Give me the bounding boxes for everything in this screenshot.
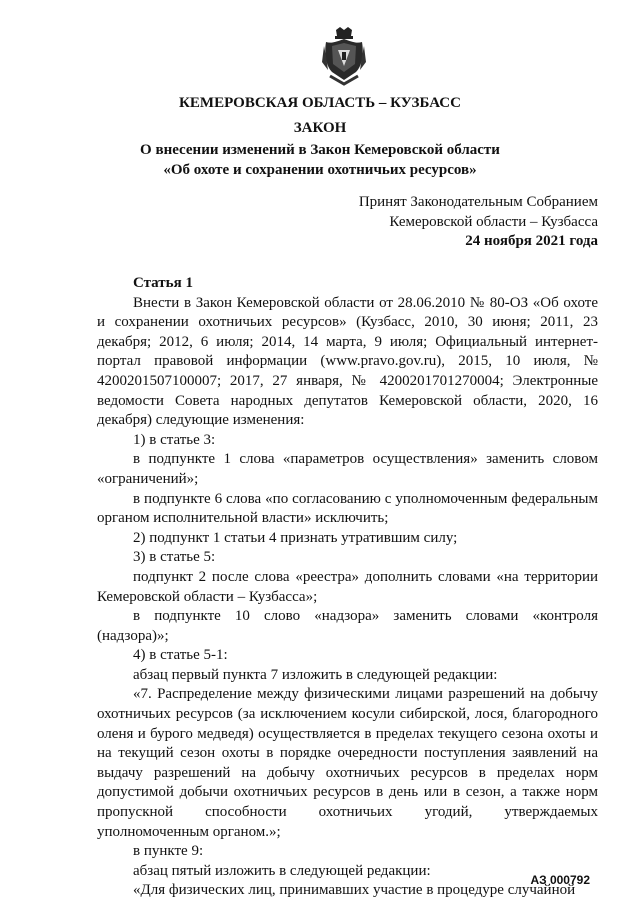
paragraph: в подпункте 1 слова «параметров осуществления» заменить словом «ограничений»; <box>97 451 598 487</box>
paragraph: Внести в Закон Кемеровской области от 28.06.2010 № 80-ОЗ «Об охоте и сохранении охотничьих ресурсов» (Кузбасс, 2010, 30 июня; 2011, 23 декабря; 2012, 6 июля; 2014, 14 марта, 9 июля; Официальный интернет-портал правовой информации (www.pravo.gov.ru), 2015, 10 июля, № 4200201507100007; 2017, 27 января, № 4200201701270004; Электронные ведомости Совета народных депутатов Кемеровской области, 2020, 16 декабря) следующие изменения: <box>97 294 598 429</box>
document-title-line-1: О внесении изменений в Закон Кемеровской области <box>140 142 500 158</box>
document-serial-number: АЗ 000792 <box>530 873 590 887</box>
region-heading: КЕМЕРОВСКАЯ ОБЛАСТЬ – КУЗБАСС <box>179 95 461 111</box>
paragraph: 4) в статье 5-1: <box>133 647 228 664</box>
article-heading: Статья 1 <box>133 275 193 291</box>
article-body <box>97 274 598 901</box>
paragraph: «Для физических лиц, принимавших участие в процедуре случайной <box>133 882 576 899</box>
paragraph: «7. Распределение между физическими лицами разрешений на добычу охотничьих ресурсов (за исключением косули сибирской, лося, благородного оленя и бурого медведя) осуществляется в пределах текущего сезона охоты и на текущий сезон охоты в порядке очередности поступления заявлений на выдачу разрешений на добычу охотничьих ресурсов в пределах норм допустимой добычи охотничьих ресурсов в день или в сезон, а также норм пропускной способности охотничьих угодий, утверждаемых уполномоченным органом.»; <box>97 686 598 840</box>
document-type: ЗАКОН <box>293 120 347 136</box>
paragraph: в пункте 9: <box>133 843 204 860</box>
paragraph: подпункт 2 после слова «реестра» дополнить словами «на территории Кемеровской области – Кузбасса»; <box>97 568 598 605</box>
paragraph: 3) в статье 5: <box>133 549 216 566</box>
paragraph: в подпункте 10 слово «надзора» заменить словами «контроля (надзора)»; <box>97 608 598 644</box>
adoption-date: 24 ноября 2021 года <box>465 233 598 249</box>
adoption-line-1: Принят Законодательным Собранием <box>358 194 598 210</box>
adoption-line-2: Кемеровской области – Кузбасса <box>389 214 598 230</box>
paragraph: в подпункте 6 слова «по согласованию с уполномоченным федеральным органом исполнительной власти» исключить; <box>97 490 598 527</box>
paragraph: 2) подпункт 1 статьи 4 признать утратившим силу; <box>133 529 458 546</box>
document-title-line-2: «Об охоте и сохранении охотничьих ресурсов» <box>163 162 477 178</box>
paragraph: 1) в статье 3: <box>133 431 216 448</box>
coat-of-arms-emblem <box>322 26 366 86</box>
paragraph: абзац первый пункта 7 изложить в следующей редакции: <box>133 666 498 683</box>
paragraph: абзац пятый изложить в следующей редакции: <box>133 862 431 879</box>
